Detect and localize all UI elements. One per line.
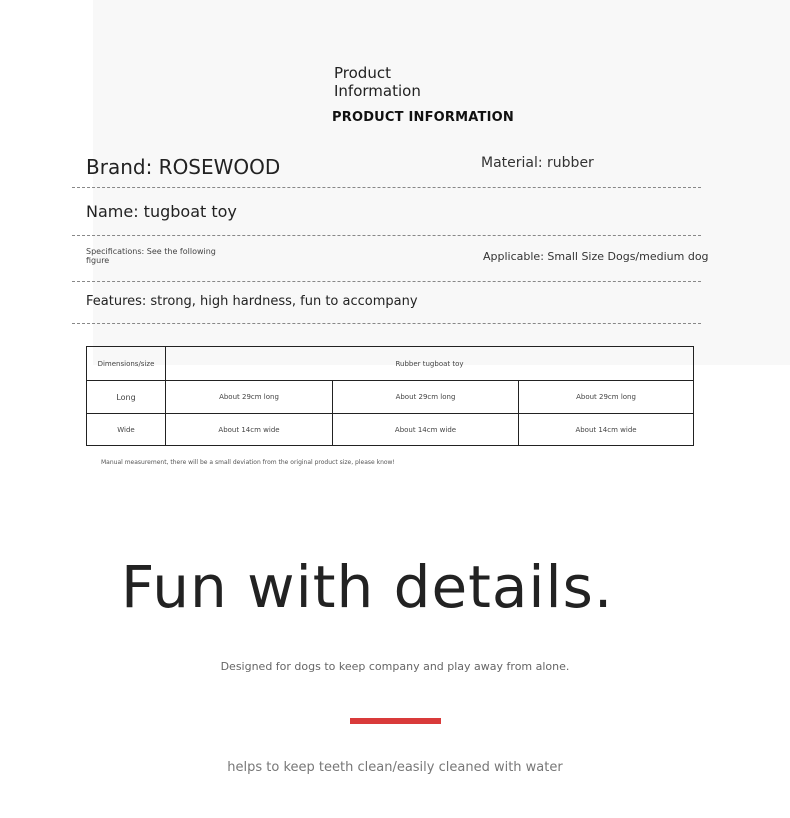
table-cell: About 29cm long (333, 381, 519, 414)
specifications-label: Specifications: See the following figure (86, 247, 216, 265)
section-title: Product Information (334, 64, 421, 100)
divider (72, 323, 701, 324)
table-cell: About 29cm long (519, 381, 694, 414)
section-title-caps: PRODUCT INFORMATION (332, 110, 514, 125)
row-label: Long (87, 381, 166, 414)
promo-subtitle: Designed for dogs to keep company and play away from alone. (220, 660, 570, 673)
material-label: Material: rubber (481, 155, 594, 171)
table-header-label: Dimensions/size (87, 347, 166, 381)
info-background-panel (93, 0, 790, 365)
product-name-label: Name: tugboat toy (86, 202, 237, 221)
table-cell: About 29cm long (166, 381, 333, 414)
table-row (87, 381, 694, 414)
divider (72, 187, 701, 188)
table-cell: About 14cm wide (333, 414, 519, 446)
table-header-row (87, 347, 694, 381)
brand-label: Brand: ROSEWOOD (86, 155, 281, 179)
table-header-value: Rubber tugboat toy (166, 347, 694, 381)
row-label: Wide (87, 414, 166, 446)
accent-bar (350, 718, 441, 724)
table-row (87, 414, 694, 446)
dimensions-table (86, 346, 694, 446)
table-cell: About 14cm wide (519, 414, 694, 446)
promo-headline: Fun with details. (121, 553, 614, 621)
applicable-label: Applicable: Small Size Dogs/medium dog (483, 250, 709, 263)
features-label: Features: strong, high hardness, fun to accompany (86, 294, 418, 309)
table-cell: About 14cm wide (166, 414, 333, 446)
divider (72, 281, 701, 282)
promo-tagline: helps to keep teeth clean/easily cleaned with water (227, 760, 563, 775)
measurement-note: Manual measurement, there will be a small deviation from the original product size, please know! (101, 459, 395, 466)
divider (72, 235, 701, 236)
